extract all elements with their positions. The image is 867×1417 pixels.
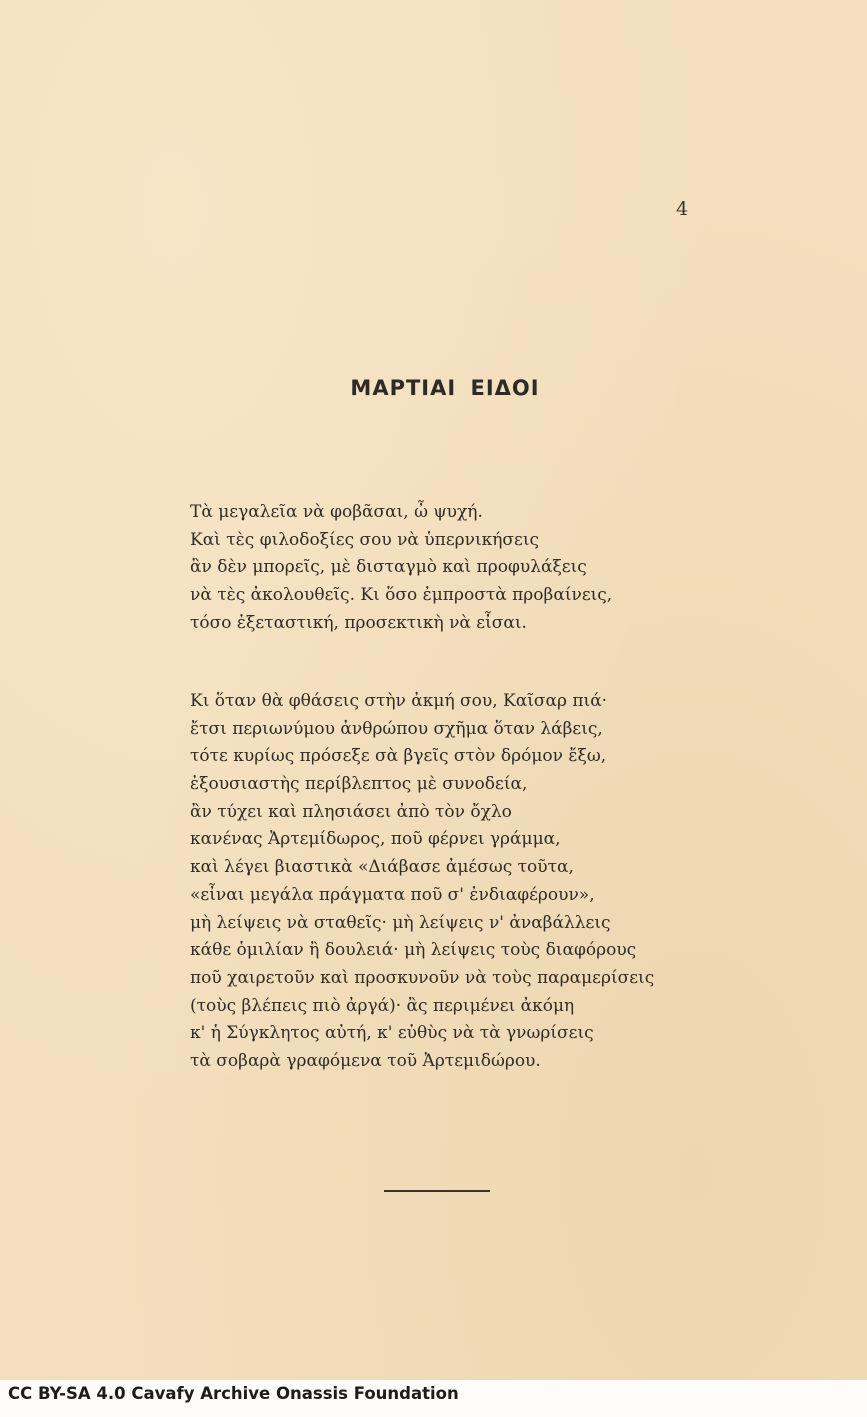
poem-line: (τοὺς βλέπεις πιὸ ἀργά)· ἂς περιμένει ἀκόμη — [190, 995, 575, 1016]
poem-line: τόσο ἐξεταστική, προσεκτικὴ νὰ εἶσαι. — [190, 612, 527, 633]
poem-line: ἔτσι περιωνύμου ἀνθρώπου σχῆμα ὅταν λάβεις, — [190, 718, 603, 739]
poem-line: ἂν δὲν μπορεῖς, μὲ δισταγμὸ καὶ προφυλάξεις — [190, 557, 587, 578]
poem-line: τότε κυρίως πρόσεξε σὰ βγεῖς στὸν δρόμον ἔξω, — [190, 746, 607, 767]
poem-line: Καὶ τὲς φιλοδοξίες σου νὰ ὑπερνικήσεις — [190, 529, 540, 550]
poem-title: ΜΑΡΤΙΑΙ ΕΙΔΟΙ — [350, 376, 540, 400]
poem-line: Κι ὅταν θὰ φθάσεις στὴν ἀκμή σου, Καῖσαρ πιά· — [190, 691, 608, 711]
poem-line: Τὰ μεγαλεῖα νὰ φοβᾶσαι, ὦ ψυχή. — [190, 502, 483, 522]
poem-line: νὰ τὲς ἀκολουθεῖς. Κι ὅσο ἐμπροστὰ προβαίνεις, — [190, 585, 613, 606]
poem-line: ποῦ χαιρετοῦν καὶ προσκυνοῦν νὰ τοὺς παραμερίσεις — [190, 967, 655, 988]
poem-line: «εἶναι μεγάλα πράγματα ποῦ σ' ἐνδιαφέρουν», — [190, 884, 595, 905]
page-number: 4 — [676, 198, 689, 220]
poem-line: καὶ λέγει βιαστικὰ «Διάβασε ἀμέσως τοῦτα, — [190, 857, 574, 878]
stanza-1 — [190, 499, 612, 637]
poem-line: ἐξουσιαστὴς περίβλεπτος μὲ συνοδεία, — [190, 774, 528, 795]
poem-line: ἂν τύχει καὶ πλησιάσει ἀπὸ τὸν ὄχλο — [190, 801, 512, 822]
poem-line: μὴ λείψεις νὰ σταθεῖς· μὴ λείψεις ν' ἀναβάλλεις — [190, 912, 611, 933]
license-credit: CC BY-SA 4.0 Cavafy Archive Onassis Foundation — [8, 1384, 459, 1403]
poem-line: κανένας Ἀρτεμίδωρος, ποῦ φέρνει γράμμα, — [190, 829, 561, 850]
poem-line: κάθε ὁμιλίαν ἢ δουλειά· μὴ λείψεις τοὺς διαφόρους — [190, 940, 637, 961]
poem-line: τὰ σοβαρὰ γραφόμενα τοῦ Ἀρτεμιδώρου. — [190, 1050, 541, 1071]
end-divider-rule — [384, 1190, 490, 1192]
stanza-2 — [190, 688, 654, 1076]
poem-line: κ' ἡ Σύγκλητος αὐτή, κ' εὐθὺς νὰ τὰ γνωρίσεις — [190, 1023, 594, 1044]
